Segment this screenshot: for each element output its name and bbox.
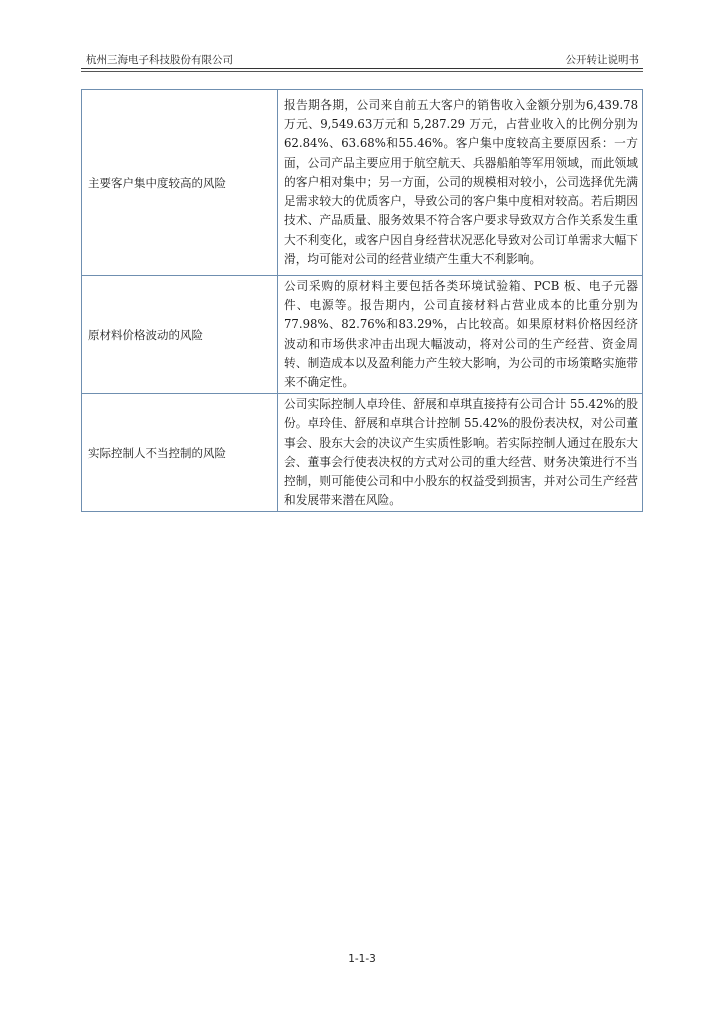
header-rule-thin xyxy=(81,71,643,72)
risk-description: 公司采购的原材料主要包括各类环境试验箱、PCB 板、电子元器件、电源等。报告期内，公司直接材料占营业成本的比重分别为77.98%、82.76%和83.29%，占比较高。如果原材料价格因经济波动和市场供求冲击出现大幅波动，将对公司的生产经营、资金周转、制造成本以及盈利能力产生较大影响，为公司的市场策略实施带来不确定性。 xyxy=(278,276,643,394)
page-header xyxy=(81,50,643,66)
table-row xyxy=(82,90,643,276)
risk-name: 原材料价格波动的风险 xyxy=(82,276,278,394)
table-row xyxy=(82,394,643,512)
document-title: 公开转让说明书 xyxy=(565,54,639,66)
page-number: 1-1-3 xyxy=(348,953,376,965)
risk-name: 主要客户集中度较高的风险 xyxy=(82,90,278,276)
risk-table xyxy=(81,89,643,512)
header-rule xyxy=(81,68,643,69)
table-row xyxy=(82,276,643,394)
risk-description: 公司实际控制人卓玲佳、舒展和卓琪直接持有公司合计 55.42%的股份。卓玲佳、舒展和卓琪合计控制 55.42%的股份表决权，对公司董事会、股东大会的决议产生实质性影响。若实际控制人通过在股东大会、董事会行使表决权的方式对公司的重大经营、财务决策进行不当控制，则可能使公司和中小股东的权益受到损害，并对公司生产经营和发展带来潜在风险。 xyxy=(278,394,643,512)
company-name: 杭州三海电子科技股份有限公司 xyxy=(86,54,233,66)
risk-description: 报告期各期，公司来自前五大客户的销售收入金额分别为6,439.78万元、9,549.63万元和 5,287.29 万元，占营业收入的比例分别为62.84%、63.68%和55.46%。客户集中度较高主要原因系：一方面，公司产品主要应用于航空航天、兵器船舶等军用领域，而此领域的客户相对集中；另一方面，公司的规模相对较小，公司选择优先满足需求较大的优质客户，导致公司的客户集中度相对较高。若后期因技术、产品质量、服务效果不符合客户要求导致双方合作关系发生重大不利变化，或客户因自身经营状况恶化导致对公司订单需求大幅下滑，均可能对公司的经营业绩产生重大不利影响。 xyxy=(278,90,643,276)
risk-name: 实际控制人不当控制的风险 xyxy=(82,394,278,512)
